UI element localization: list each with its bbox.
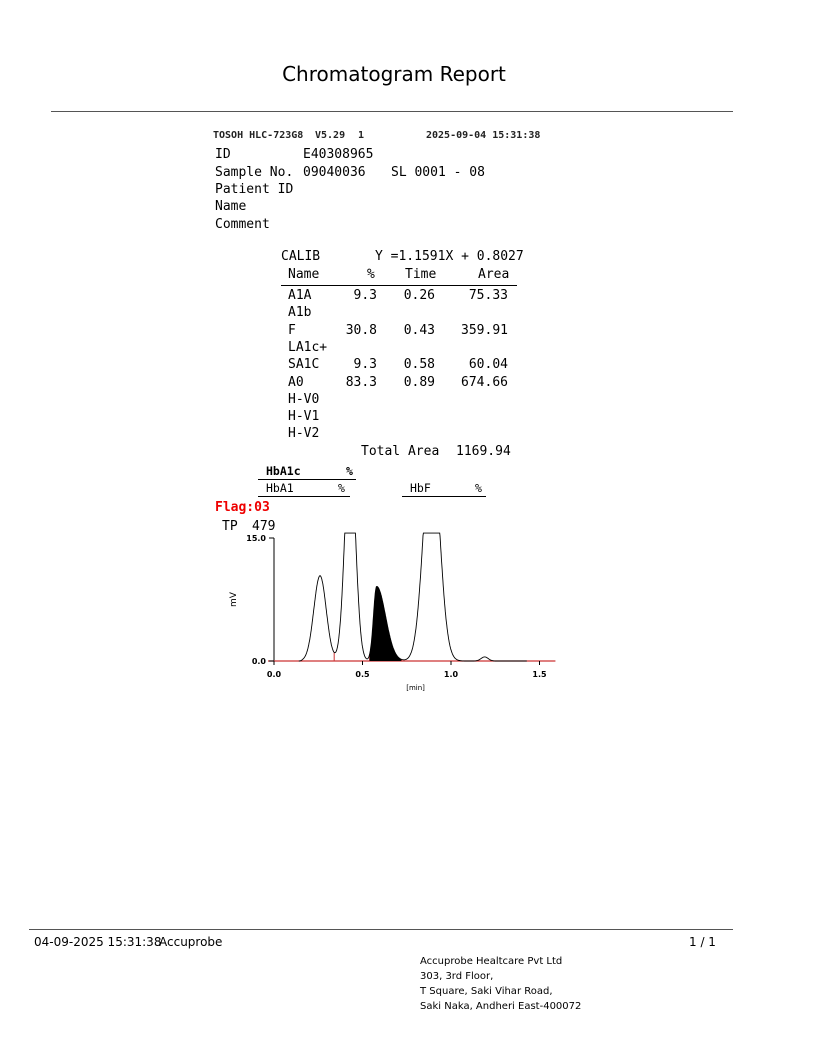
- sample-value: 09040036: [303, 165, 366, 180]
- instrument-mark: 1: [358, 130, 365, 141]
- hba1-unit: %: [338, 481, 345, 495]
- peak-cell-time: 0.89: [403, 374, 435, 390]
- x-axis-label: [min]: [406, 684, 425, 692]
- address-line-3: Saki Naka, Andheri East-400072: [420, 1001, 582, 1012]
- col-pct: %: [367, 267, 375, 282]
- peak-cell-area: 359.91: [461, 322, 508, 338]
- instrument-datetime: 2025-09-04 15:31:38: [426, 130, 541, 141]
- footer-user: Accuprobe: [159, 935, 223, 949]
- peak-cell-area: 60.04: [468, 357, 508, 373]
- peak-cell-name: A0: [288, 374, 304, 390]
- company-name: Accuprobe Healtcare Pvt Ltd: [420, 956, 563, 967]
- hbf-unit: %: [475, 481, 482, 495]
- peak-cell-name: H-V2: [288, 426, 320, 442]
- tp-value: 479: [252, 519, 276, 534]
- x-tick-label: 0.0: [266, 670, 282, 679]
- sl-value: SL 0001 - 08: [391, 165, 485, 180]
- flag-text: Flag:03: [215, 500, 270, 515]
- total-area-value: 1169.94: [456, 444, 511, 459]
- total-area-label: Total Area: [361, 444, 440, 459]
- chromatogram-chart: [220, 530, 570, 695]
- peak-cell-name: A1A: [288, 288, 312, 303]
- hbf-row: [402, 481, 486, 497]
- signal-trace: [299, 533, 527, 661]
- id-label: ID: [215, 147, 231, 162]
- name-label: Name: [215, 199, 247, 214]
- y-tick-label: 15.0: [246, 534, 266, 543]
- hba1c-row: [258, 464, 356, 480]
- address-line-1: 303, 3rd Floor,: [420, 971, 494, 982]
- page-title: Chromatogram Report: [282, 62, 506, 86]
- patient-id-label: Patient ID: [215, 182, 294, 197]
- footer-timestamp: 04-09-2025 15:31:38: [34, 935, 162, 949]
- hba1c-unit: %: [346, 464, 353, 478]
- sample-label: Sample No.: [215, 165, 294, 180]
- x-tick-label: 1.0: [443, 670, 459, 679]
- hba1c-label: HbA1c: [266, 464, 301, 478]
- tp-label: TP: [222, 519, 238, 534]
- id-value: E40308965: [303, 147, 374, 162]
- peak-cell-pct: 9.3: [353, 288, 377, 303]
- title-divider: [51, 111, 733, 112]
- hba1-row: [258, 481, 350, 497]
- x-tick-label: 1.5: [532, 670, 547, 679]
- peak-cell-name: A1b: [288, 305, 312, 321]
- hbf-label: HbF: [410, 481, 431, 495]
- col-name: Name: [288, 267, 320, 282]
- col-time: Time: [405, 267, 437, 282]
- peak-cell-pct: 83.3: [345, 374, 377, 390]
- peak-cell-time: 0.58: [403, 357, 435, 373]
- peak-cell-time: 0.43: [403, 322, 435, 338]
- peak-cell-name: SA1C: [288, 357, 320, 373]
- peak-cell-name: LA1c+: [288, 339, 328, 355]
- instrument-model: TOSOH HLC-723G8: [213, 130, 304, 141]
- peak-cell-pct: 30.8: [345, 322, 377, 338]
- peak-cell-name: F: [288, 322, 296, 338]
- hba1-label: HbA1: [266, 481, 294, 495]
- peak-fill-sa1c: [370, 586, 402, 661]
- comment-label: Comment: [215, 217, 270, 232]
- calib-label: CALIB: [281, 249, 321, 264]
- peak-table-header: [281, 266, 517, 286]
- address-line-2: T Square, Saki Vihar Road,: [420, 986, 553, 997]
- peak-cell-time: 0.26: [403, 288, 435, 303]
- calib-equation: Y =1.1591X + 0.8027: [375, 249, 524, 264]
- page-number: 1 / 1: [689, 935, 716, 949]
- footer-divider: [29, 929, 733, 930]
- peak-cell-pct: 9.3: [353, 357, 377, 373]
- peak-cell-area: 75.33: [468, 288, 508, 303]
- y-axis-label: mV: [229, 592, 239, 607]
- x-tick-label: 0.5: [355, 670, 370, 679]
- peak-cell-area: 674.66: [461, 374, 508, 390]
- y-tick-label: 0.0: [251, 657, 266, 666]
- col-area: Area: [478, 267, 510, 282]
- instrument-version: V5.29: [315, 130, 346, 141]
- peak-cell-name: H-V0: [288, 391, 320, 407]
- peak-cell-name: H-V1: [288, 409, 320, 425]
